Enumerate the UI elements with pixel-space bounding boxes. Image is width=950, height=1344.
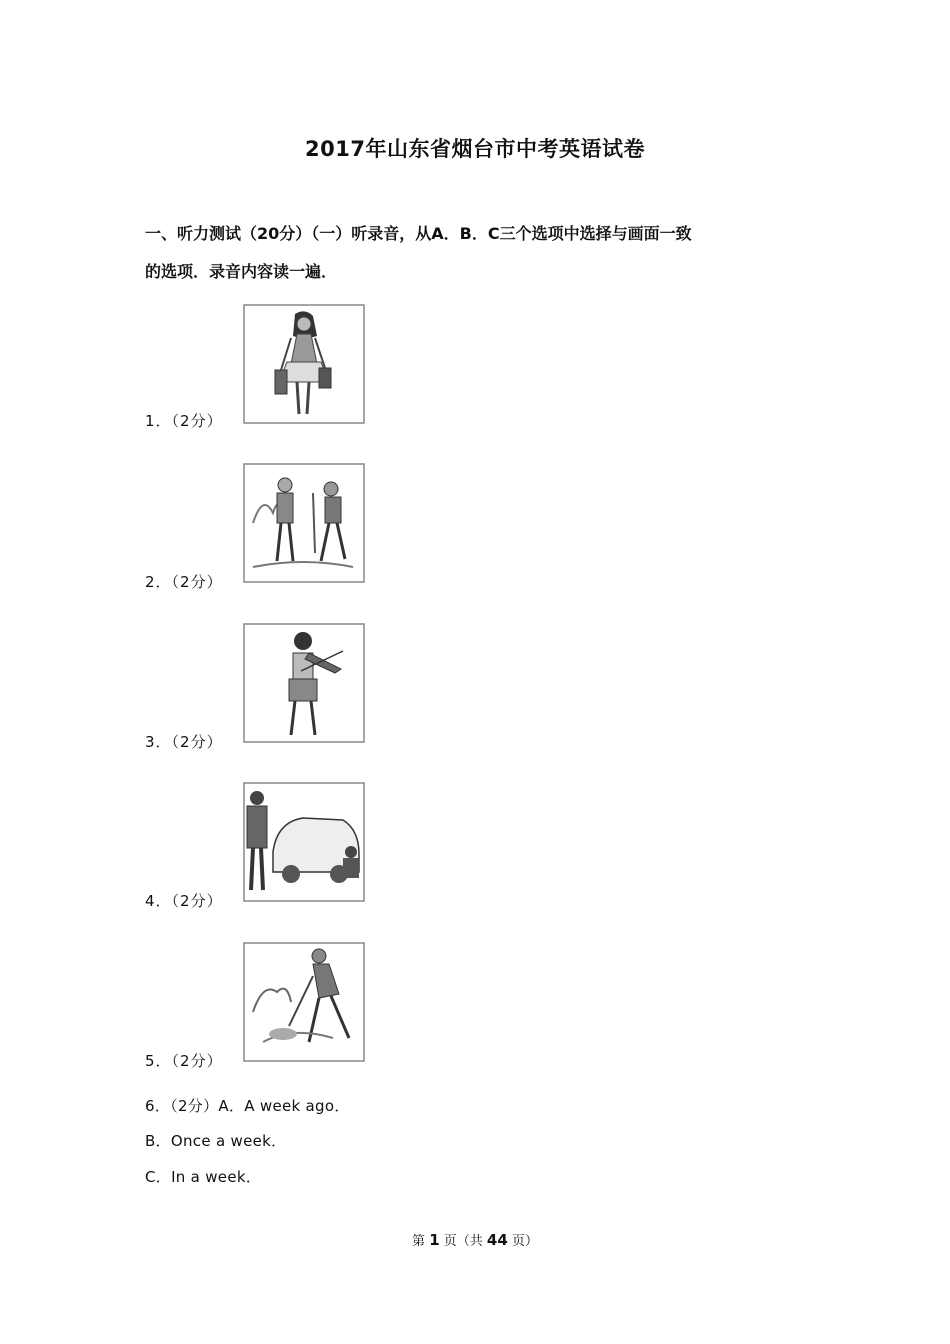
question-4-label: 4．（2分） <box>145 892 223 910</box>
option-a: A week ago． <box>244 1097 350 1115</box>
question-2-picture <box>243 463 365 583</box>
footer-prefix: 第 <box>412 1234 426 1249</box>
footer-page-number: 1 <box>429 1231 440 1249</box>
question-1-picture <box>243 304 365 424</box>
question-5-picture <box>243 942 365 1062</box>
question-1-label: 1．（2分） <box>145 412 223 430</box>
section-heading-line-2: 的选项．录音内容读一遍． <box>145 262 338 281</box>
option-b: B．Once a week． <box>145 1132 287 1150</box>
question-4-picture <box>243 782 365 902</box>
question-3-label: 3．（2分） <box>145 733 223 751</box>
footer-middle: 页（共 <box>443 1234 483 1249</box>
question-5-label: 5．（2分） <box>145 1052 223 1070</box>
question-3-picture <box>243 623 365 743</box>
page-footer <box>0 1230 950 1249</box>
question-6-line <box>145 1095 350 1116</box>
footer-suffix: 页） <box>511 1234 538 1249</box>
section-heading-line-1: 一、听力测试（20分）（一）听录音，从A．B．C三个选项中选择与画面一致 <box>145 224 692 243</box>
page-title: 2017年山东省烟台市中考英语试卷 <box>305 137 645 161</box>
question-6-label: 6．（2分）A． <box>145 1097 245 1115</box>
question-2-label: 2．（2分） <box>145 573 223 591</box>
option-c: C．In a week． <box>145 1168 262 1186</box>
footer-total-pages: 44 <box>486 1231 508 1249</box>
